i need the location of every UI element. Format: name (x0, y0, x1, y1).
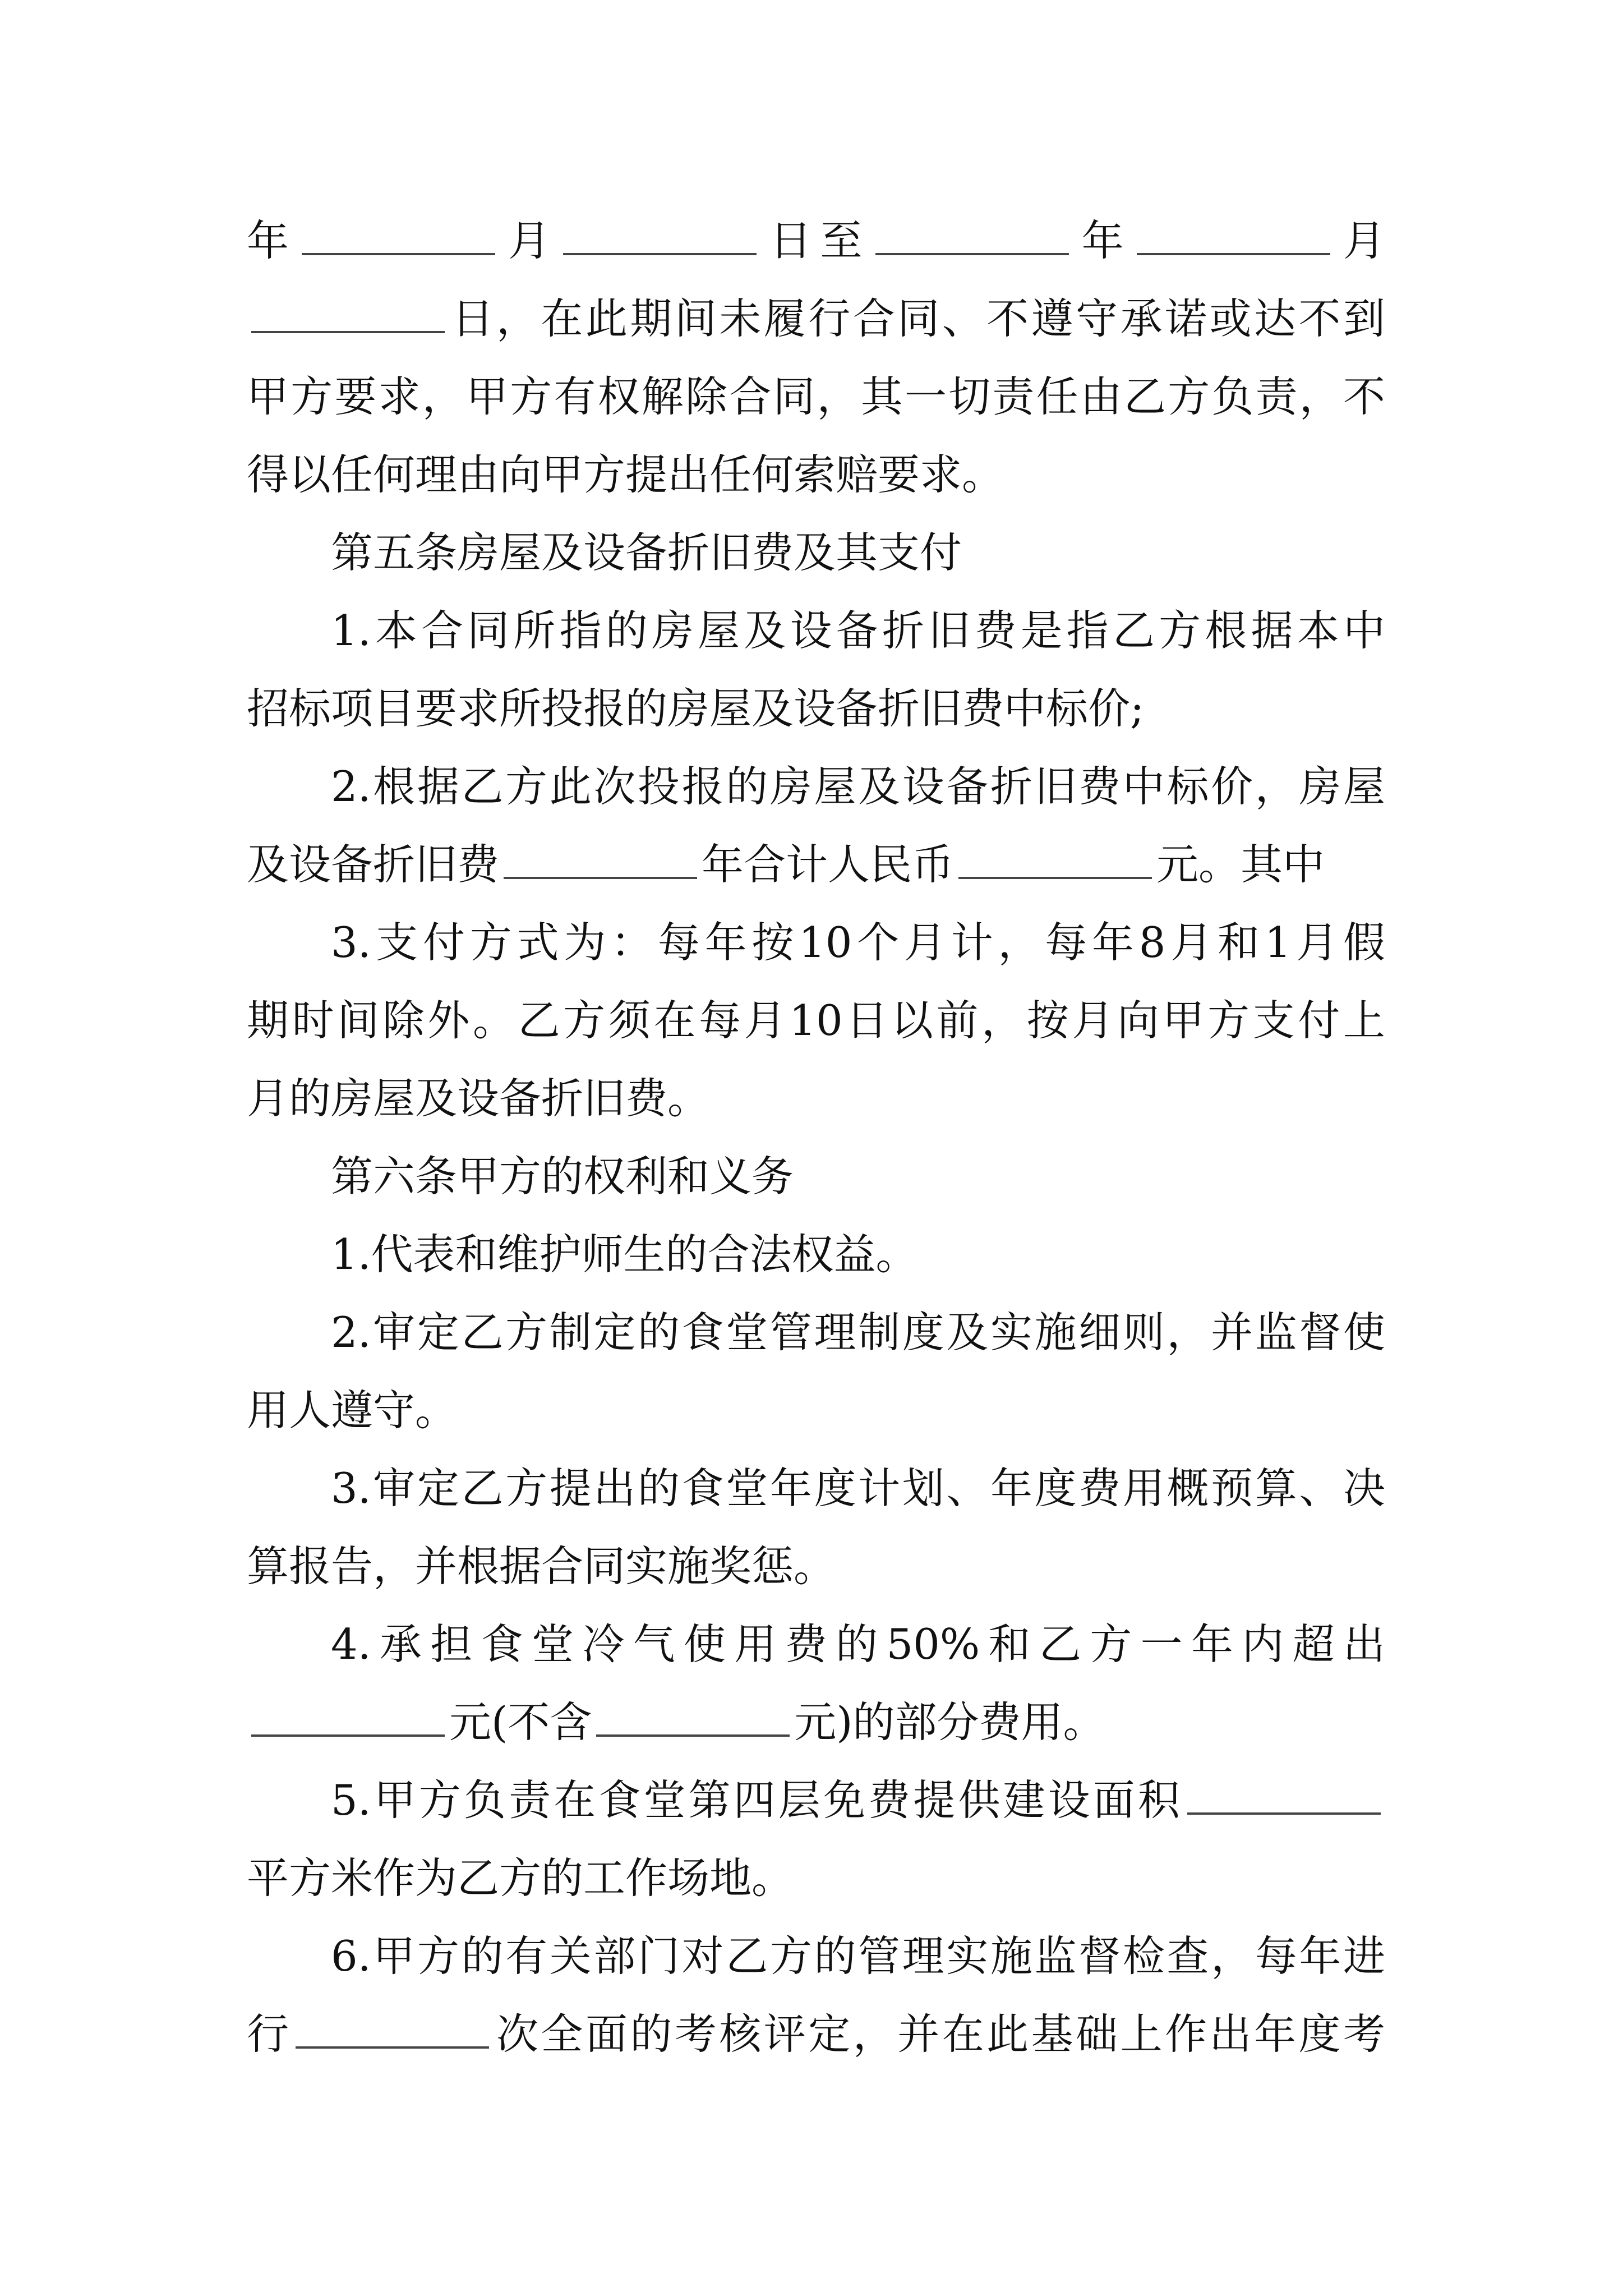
text-segment: 月的房屋及设备折旧费。 (247, 1074, 710, 1123)
text-segment: 6.甲方的有关部门对乙方的管理实施监督检查，每年进 (331, 1931, 1385, 1981)
text-line (247, 1138, 1385, 1216)
text-line (247, 436, 1385, 514)
fill-in-blank (563, 219, 757, 255)
text-line (247, 670, 1385, 748)
text-segment: 甲方要求，甲方有权解除合同，其一切责任由乙方负责，不 (247, 372, 1385, 421)
text-segment: 元)的部分费用。 (794, 1697, 1105, 1747)
fill-in-blank (596, 1701, 790, 1737)
fill-in-blank (504, 843, 697, 879)
text-segment: 月 (500, 216, 559, 265)
text-segment: 算报告，并根据合同实施奖惩。 (247, 1542, 836, 1591)
text-segment: 得以任何理由向甲方提出任何索赔要求。 (247, 450, 1004, 499)
fill-in-blank (875, 219, 1069, 255)
text-segment: 元。其中 (1156, 840, 1325, 889)
text-line (247, 280, 1385, 358)
text-segment: 年合计人民币 (702, 840, 955, 889)
text-line (247, 1527, 1385, 1605)
text-segment: 第六条甲方的权利和义务 (331, 1152, 794, 1201)
text-line (247, 826, 1385, 904)
fill-in-blank (251, 1701, 445, 1737)
text-line (247, 1216, 1385, 1294)
text-line (247, 358, 1385, 436)
text-segment: 日，在此期间未履行合同、不遵守承诺或达不到 (449, 294, 1385, 343)
text-segment: 5.甲方负责在食堂第四层免费提供建设面积 (331, 1775, 1183, 1825)
fill-in-blank (1187, 1779, 1381, 1815)
text-line (247, 1995, 1385, 2073)
fill-in-blank (251, 297, 445, 333)
text-segment: 次全面的考核评定，并在此基础上作出年度考 (494, 2009, 1385, 2059)
text-segment: 2.根据乙方此次投报的房屋及设备折旧费中标价，房屋 (331, 762, 1385, 811)
text-segment: 平方米作为乙方的工作场地。 (247, 1853, 794, 1903)
text-line (247, 1450, 1385, 1527)
fill-in-blank (296, 2013, 489, 2049)
text-line (247, 1605, 1385, 1683)
text-line (247, 1917, 1385, 1995)
text-segment: 3.支付方式为：每年按10个月计，每年8月和1月假 (331, 918, 1385, 967)
text-line (247, 514, 1385, 592)
text-segment: 行 (247, 2009, 292, 2059)
text-line (247, 1294, 1385, 1372)
text-line (247, 1683, 1385, 1761)
text-segment: 第五条房屋及设备折旧费及其支付 (331, 528, 962, 577)
text-line (247, 1372, 1385, 1450)
fill-in-blank (302, 219, 495, 255)
text-line (247, 1761, 1385, 1839)
text-segment: 年 (1073, 216, 1132, 265)
text-line (247, 1839, 1385, 1917)
fill-in-blank (958, 843, 1152, 879)
contract-text-body (247, 202, 1385, 2073)
text-segment: 2.审定乙方制定的食堂管理制度及实施细则，并监督使 (331, 1308, 1385, 1357)
text-line (247, 1060, 1385, 1138)
text-line (247, 904, 1385, 982)
text-segment: 4.承担食堂冷气使用费的50%和乙方一年内超出 (331, 1619, 1385, 1669)
text-segment: 期时间除外。乙方须在每月10日以前，按月向甲方支付上 (247, 996, 1385, 1045)
text-line (247, 748, 1385, 826)
text-segment: 及设备折旧费 (247, 840, 500, 889)
text-line (247, 982, 1385, 1060)
text-line (247, 592, 1385, 670)
text-segment: 1.代表和维护师生的合法权益。 (331, 1230, 918, 1279)
text-segment: 1.本合同所指的房屋及设备折旧费是指乙方根据本中 (331, 606, 1385, 655)
text-segment: 月 (1334, 216, 1385, 265)
fill-in-blank (1137, 219, 1330, 255)
text-segment: 用人遵守。 (247, 1386, 458, 1435)
text-line (247, 202, 1385, 280)
text-segment: 日至 (761, 216, 871, 265)
text-segment: 3.审定乙方提出的食堂年度计划、年度费用概预算、决 (331, 1464, 1385, 1513)
text-segment: 招标项目要求所投报的房屋及设备折旧费中标价; (247, 684, 1145, 733)
text-segment: 年 (247, 216, 298, 265)
text-segment: 元(不含 (449, 1697, 592, 1747)
